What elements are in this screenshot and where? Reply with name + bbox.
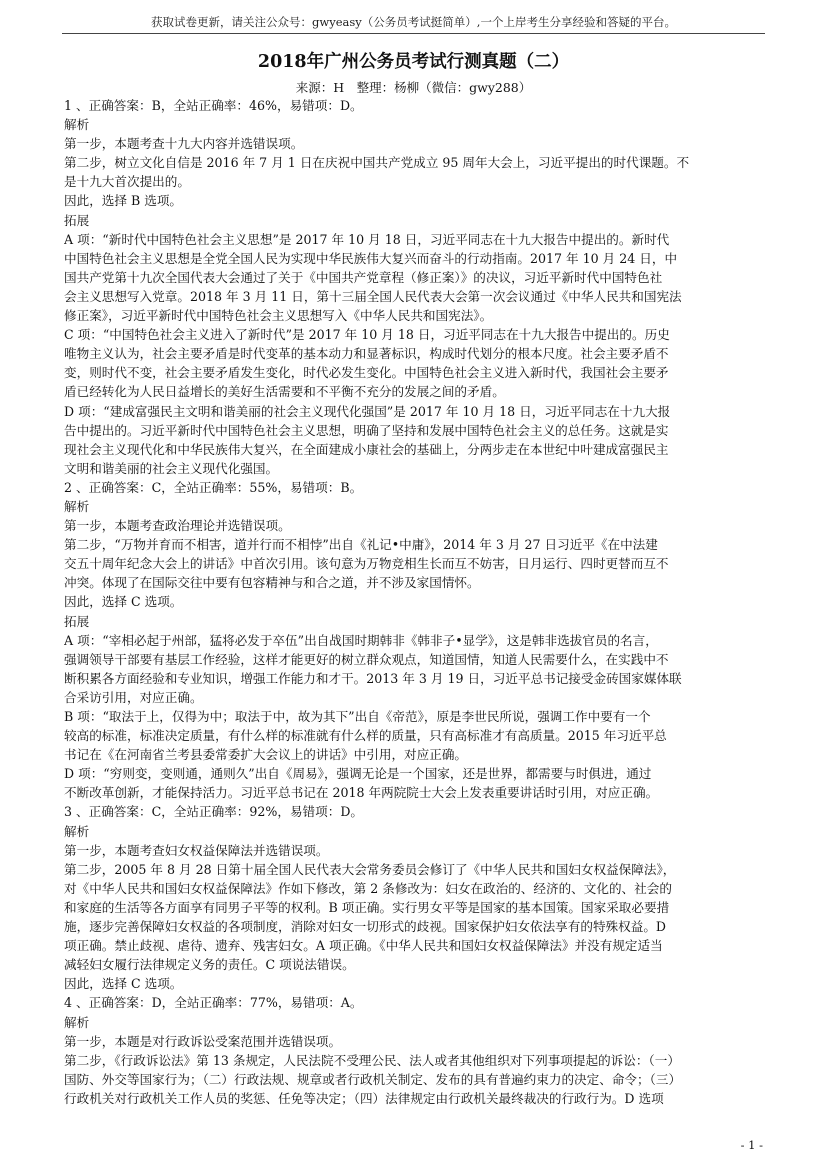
text-line: D 项：“建成富强民主文明和谐美丽的社会主义现代化强国”是 2017 年 10 月 18 日，习近平同志在十九大报 — [64, 403, 671, 419]
text-line: 强调领导干部要有基层工作经验，这样才能更好的树立群众观点，知道国情，知道人民需要什么，在实践中不 — [64, 651, 669, 667]
text-line: 第二步，“万物并育而不相害，道并行而不相悖”出自《礼记•中庸》，2014 年 3 月 27 日习近平《在中法建 — [64, 537, 658, 553]
text-line: C 项：“中国特色社会主义进入了新时代”是 2017 年 10 月 18 日，习近平同志在十九大报告中提出的。历史 — [64, 327, 670, 343]
text-line: 拓展 — [64, 613, 90, 629]
text-line: 断积累各方面经验和专业知识，增强工作能力和才干。2013 年 3 月 19 日，习近平总书记接受金砖国家媒体联 — [64, 670, 682, 686]
text-line: 现社会主义现代化和中华民族伟大复兴，在全面建成小康社会的基础上，分两步走在本世纪中叶建成富强民主 — [64, 441, 669, 457]
header-divider — [62, 33, 765, 34]
text-line: 项正确。禁止歧视、虐待、遗弃、残害妇女。A 项正确。《中华人民共和国妇女权益保障法》并没有规定适当 — [64, 938, 663, 954]
source-line: 来源：H 整理：杨柳（微信：gwy288） — [295, 80, 532, 95]
text-line: 不断改革创新，才能保持活力。习近平总书记在 2018 年两院院士大会上发表重要讲话时引用，对应正确。 — [64, 785, 659, 801]
text-line: 和家庭的生活等各方面享有同男子平等的权利。B 项正确。实行男女平等是国家的基本国策。国家采取必要措 — [64, 899, 670, 915]
text-line: 3 、正确答案：C，全站正确率：92%，易错项：D。 — [64, 804, 364, 820]
text-line: 变，则时代不变，社会主要矛盾发生变化，时代必发生变化。中国特色社会主义进入新时代，我国社会主要矛 — [64, 365, 669, 381]
text-line: 文明和谐美丽的社会主义现代化强国。 — [64, 460, 279, 476]
text-line: 第二步，《行政诉讼法》第 13 条规定，人民法院不受理公民、法人或者其他组织对下列事项提起的诉讼：（一） — [64, 1052, 680, 1068]
text-line: 解析 — [64, 1014, 90, 1030]
text-line: 第二步，2005 年 8 月 28 日第十届全国人民代表大会常务委员会修订了《中华人民共和国妇女权益保障法》， — [64, 861, 676, 877]
text-line: 解析 — [64, 823, 90, 839]
text-line: 1 、正确答案：B，全站正确率：46%，易错项：D。 — [64, 98, 363, 113]
document-title: 2018年广州公务员考试行测真题（二） — [257, 52, 570, 72]
text-line: A 项：“宰相必起于州部，猛将必发于卒伍”出自战国时期韩非《韩非子•显学》，这是韩非选拔官员的名言， — [64, 632, 658, 648]
text-line: 盾已经转化为人民日益增长的美好生活需要和不平衡不充分的发展之间的矛盾。 — [64, 384, 505, 400]
text-line: A 项：“新时代中国特色社会主义思想”是 2017 年 10 月 18 日，习近平同志在十九大报告中提出的。新时代 — [64, 231, 670, 247]
text-line: 修正案》，习近平新时代中国特色社会主义思想写入《中华人民共和国宪法》。 — [64, 308, 493, 324]
text-line: 因此，选择 C 选项。 — [64, 976, 183, 992]
text-line: 书记在《在河南省兰考县委常委扩大会议上的讲话》中引用，对应正确。 — [64, 747, 467, 763]
document-body — [64, 96, 764, 1108]
text-line: 解析 — [64, 498, 90, 514]
text-line: 因此，选择 C 选项。 — [64, 594, 183, 610]
text-line: D 项：“穷则变，变则通，通则久”出自《周易》，强调无论是一个国家，还是世界，都需要与时俱进，通过 — [64, 766, 652, 782]
header-note: 获取试卷更新，请关注公众号：gwyeasy（公务员考试挺简单）,一个上岸考生分享经验和答疑的平台。 — [151, 15, 676, 29]
text-line: 唯物主义认为，社会主要矛盾是时代变革的基本动力和显著标识，构成时代划分的根本尺度。社会主要矛盾不 — [64, 346, 669, 362]
text-line: 会主义思想写入党章。2018 年 3 月 11 日，第十三届全国人民代表大会第一次会议通过《中华人民共和国宪法 — [64, 288, 682, 304]
text-line: 减轻妇女履行法律规定义务的责任。C 项说法错误。 — [64, 957, 355, 973]
text-line: 4 、正确答案：D，全站正确率：77%，易错项：A。 — [64, 995, 363, 1011]
text-line: 因此，选择 B 选项。 — [64, 193, 183, 209]
text-line: 2 、正确答案：C，全站正确率：55%，易错项：B。 — [64, 479, 363, 495]
text-line: 第一步，本题考查政治理论并选错误项。 — [64, 518, 291, 534]
text-line: 是十九大首次提出的。 — [64, 174, 190, 190]
text-line: 行政机关对行政机关工作人员的奖惩、任免等决定；（四）法律规定由行政机关最终裁决的行政行为。D 选项 — [64, 1090, 664, 1106]
text-line: 解析 — [64, 117, 90, 133]
text-line: 国防、外交等国家行为；（二）行政法规、规章或者行政机关制定、发布的具有普遍约束力的决定、命令；（三） — [64, 1071, 682, 1087]
page-number: - 1 - — [740, 1138, 763, 1152]
text-line: 第一步，本题考查妇女权益保障法并选错误项。 — [64, 842, 329, 858]
text-line: 对《中华人民共和国妇女权益保障法》作如下修改，第 2 条修改为：妇女在政治的、经济的、文化的、社会的 — [64, 880, 672, 896]
text-line: 告中提出的。习近平新时代中国特色社会主义思想，明确了坚持和发展中国特色社会主义的总任务。这就是实 — [64, 422, 669, 438]
text-line: 合采访引用，对应正确。 — [64, 689, 203, 705]
text-line: 较高的标准，标准决定质量，有什么样的标准就有什么样的质量，只有高标准才有高质量。2015 年习近平总 — [64, 728, 667, 744]
text-line: 第二步，树立文化自信是 2016 年 7 月 1 日在庆祝中国共产党成立 95 周年大会上，习近平提出的时代课题。不 — [64, 155, 690, 171]
text-line: 国共产党第十九次全国代表大会通过了关于《中国共产党章程（修正案）》的决议，习近平新时代中国特色社 — [64, 269, 663, 285]
text-line: 冲突。体现了在国际交往中要有包容精神与和合之道，并不涉及家国情怀。 — [64, 575, 480, 591]
text-line: 交五十周年纪念大会上的讲话》中首次引用。该句意为万物竞相生长而互不妨害，日月运行、四时更替而互不 — [64, 556, 669, 572]
text-line: 施，逐步完善保障妇女权益的各项制度，消除对妇女一切形式的歧视。国家保护妇女依法享有的特殊权益。D — [64, 919, 667, 935]
text-line: 第一步，本题考查十九大内容并选错误项。 — [64, 136, 304, 152]
text-line: B 项：“取法于上，仅得为中；取法于中，故为其下”出自《帝范》，原是李世民所说，强调工作中要有一个 — [64, 709, 651, 724]
text-line: 中国特色社会主义思想是全党全国人民为实现中华民族伟大复兴而奋斗的行动指南。2017 年 10 月 24 日，中 — [64, 250, 678, 266]
text-line: 第一步，本题是对行政诉讼受案范围并选错误项。 — [64, 1033, 342, 1049]
text-line: 拓展 — [64, 212, 90, 228]
